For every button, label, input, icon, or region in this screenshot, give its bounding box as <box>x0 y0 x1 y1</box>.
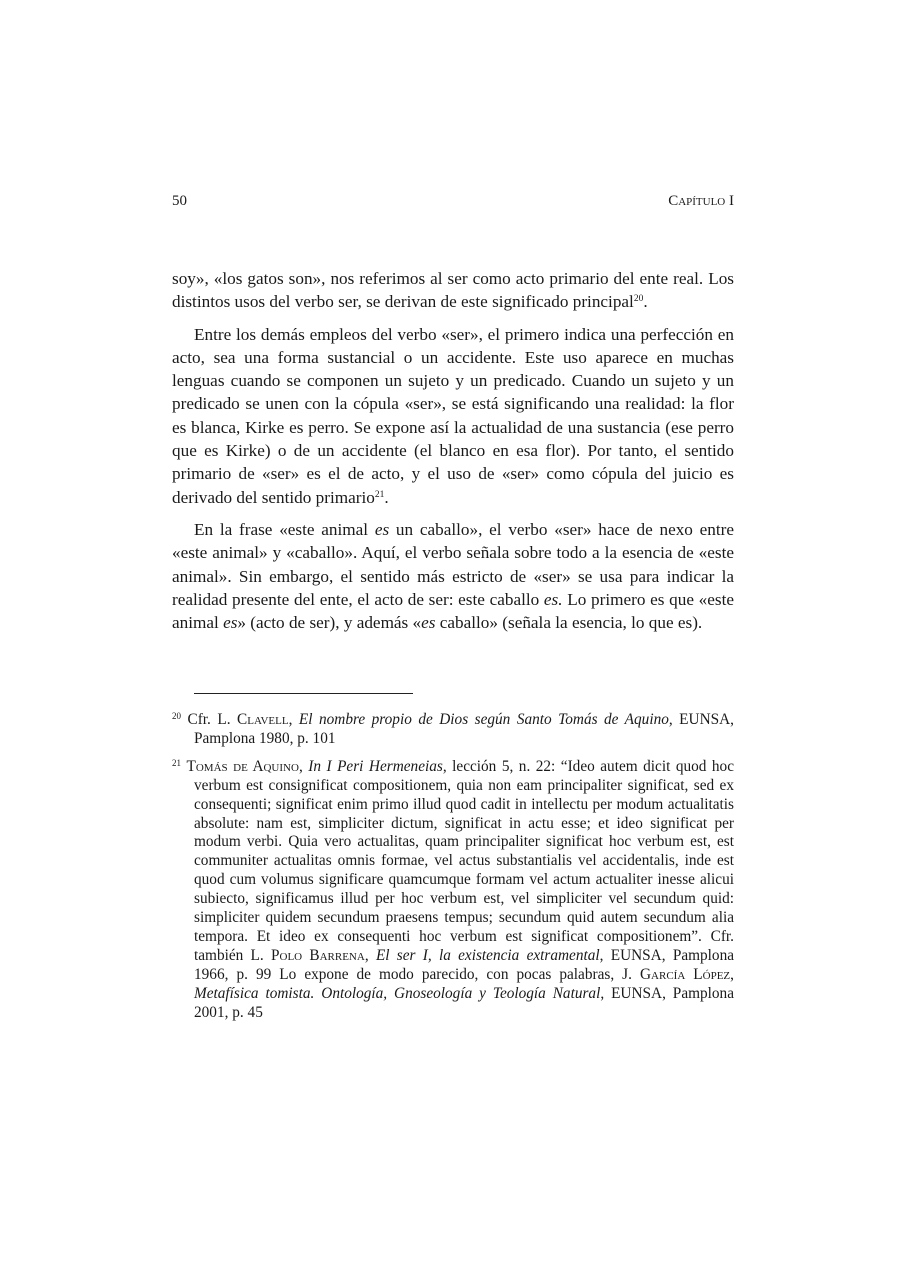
author-name: Tomás de Aquino <box>186 757 299 775</box>
footnote-ref-20[interactable]: 20 <box>633 294 644 305</box>
body-text <box>172 267 734 643</box>
footnote-20: $^{20}$ Cfr. L. Clavell, El nombre propio de Dios según Santo Tomás de Aquino, EUNSA, Pamplona 1980, p. 101 <box>172 711 735 747</box>
paragraph-1: soy», «los gatos son», nos referimos al ser como acto primario del ente real. Los distintos usos del verbo ser, se derivan de este significado principal$^{20}$. <box>172 269 734 312</box>
author-name: Clavell <box>237 711 289 728</box>
page-number: 50 <box>172 193 187 209</box>
running-header <box>172 193 734 210</box>
footnote-21: $^{21}$ Tomás de Aquino, In I Peri Hermeneias, lección 5, n. 22: “Ideo autem dicit quod hoc verbum est consignificat compositionem, quia non eam principaliter significat, sed ex consequenti; significat enim primo illud quod cadit in intellectu per modum actualitatis absolute: nam est, simpliciter dictum, significat in actu esse; et ideo significat per modum verbi. Quia vero actualitas, quam principaliter significat hoc verbum est, est communiter actualitas omnis formae, vel actus substantialis vel accidentalis, inde est quod cum volumus significare quamcumque formam vel actum actualiter inesse alicui subiecto, significamus illud per hoc verbum est, vel simpliciter vel secundum quid: simpliciter quidem secundum praesens tempus; secundum quid autem secundum alia tempora. Et ideo ex consequenti hoc verbum est significat compositionem”. Cfr. también L. Polo Barrena, El ser I, la existencia extramental, EUNSA, Pamplona 1966, p. 99 Lo expone de modo parecido, con pocas palabras, J. García López, Metafísica tomista. Ontología, Gnoseología y Teología Natural, EUNSA, Pamplona 2001, p. 45 <box>172 757 735 1021</box>
author-name: García López <box>640 965 731 983</box>
footnote-number: 20 <box>172 711 181 721</box>
paragraph-2: Entre los demás empleos del verbo «ser», el primero indica una perfección en acto, sea una forma sustancial o un accidente. Este uso aparece en muchas lenguas cuando se componen un sujeto y un predicado. Cuando un sujeto y un predicado se unen con la cópula «ser», se está significando una realidad: la flor es blanca, Kirke es perro. Se expone así la actualidad de una sustancia (ese perro que es Kirke) o de un accidente (el blanco en esa flor). Por tanto, el sentido primario de «ser» es el de acto, y el uso de «ser» como cópula del juicio es derivado del sentido primario$^{21}$. <box>172 324 734 507</box>
footnote-number: 21 <box>172 757 181 768</box>
paragraph-3: En la frase «este animal es un caballo», el verbo «ser» hace de nexo entre «este animal» y «caballo». Aquí, el verbo señala sobre todo a la esencia de «este animal». Sin embargo, el sentido más estricto de «ser» se usa para indicar la realidad presente del ente, el acto de ser: este caballo es. Lo primero es que «este animal es» (acto de ser), y además «es caballo» (señala la esencia, lo que es). <box>172 519 734 633</box>
work-title: Metafísica tomista. Ontología, Gnoseología y Teología Natural <box>194 984 601 1002</box>
footnotes <box>172 711 734 1032</box>
work-title: El ser I, la existencia extramental <box>375 946 600 964</box>
footnote-separator <box>194 693 413 694</box>
chapter-title: Capítulo I <box>668 193 734 209</box>
work-title: El nombre propio de Dios según Santo Tomás de Aquino <box>298 711 669 728</box>
author-name: Polo Barrena <box>271 946 365 964</box>
footnote-ref-21[interactable]: 21 <box>374 489 385 500</box>
work-title: In I Peri Hermeneias <box>308 757 443 775</box>
